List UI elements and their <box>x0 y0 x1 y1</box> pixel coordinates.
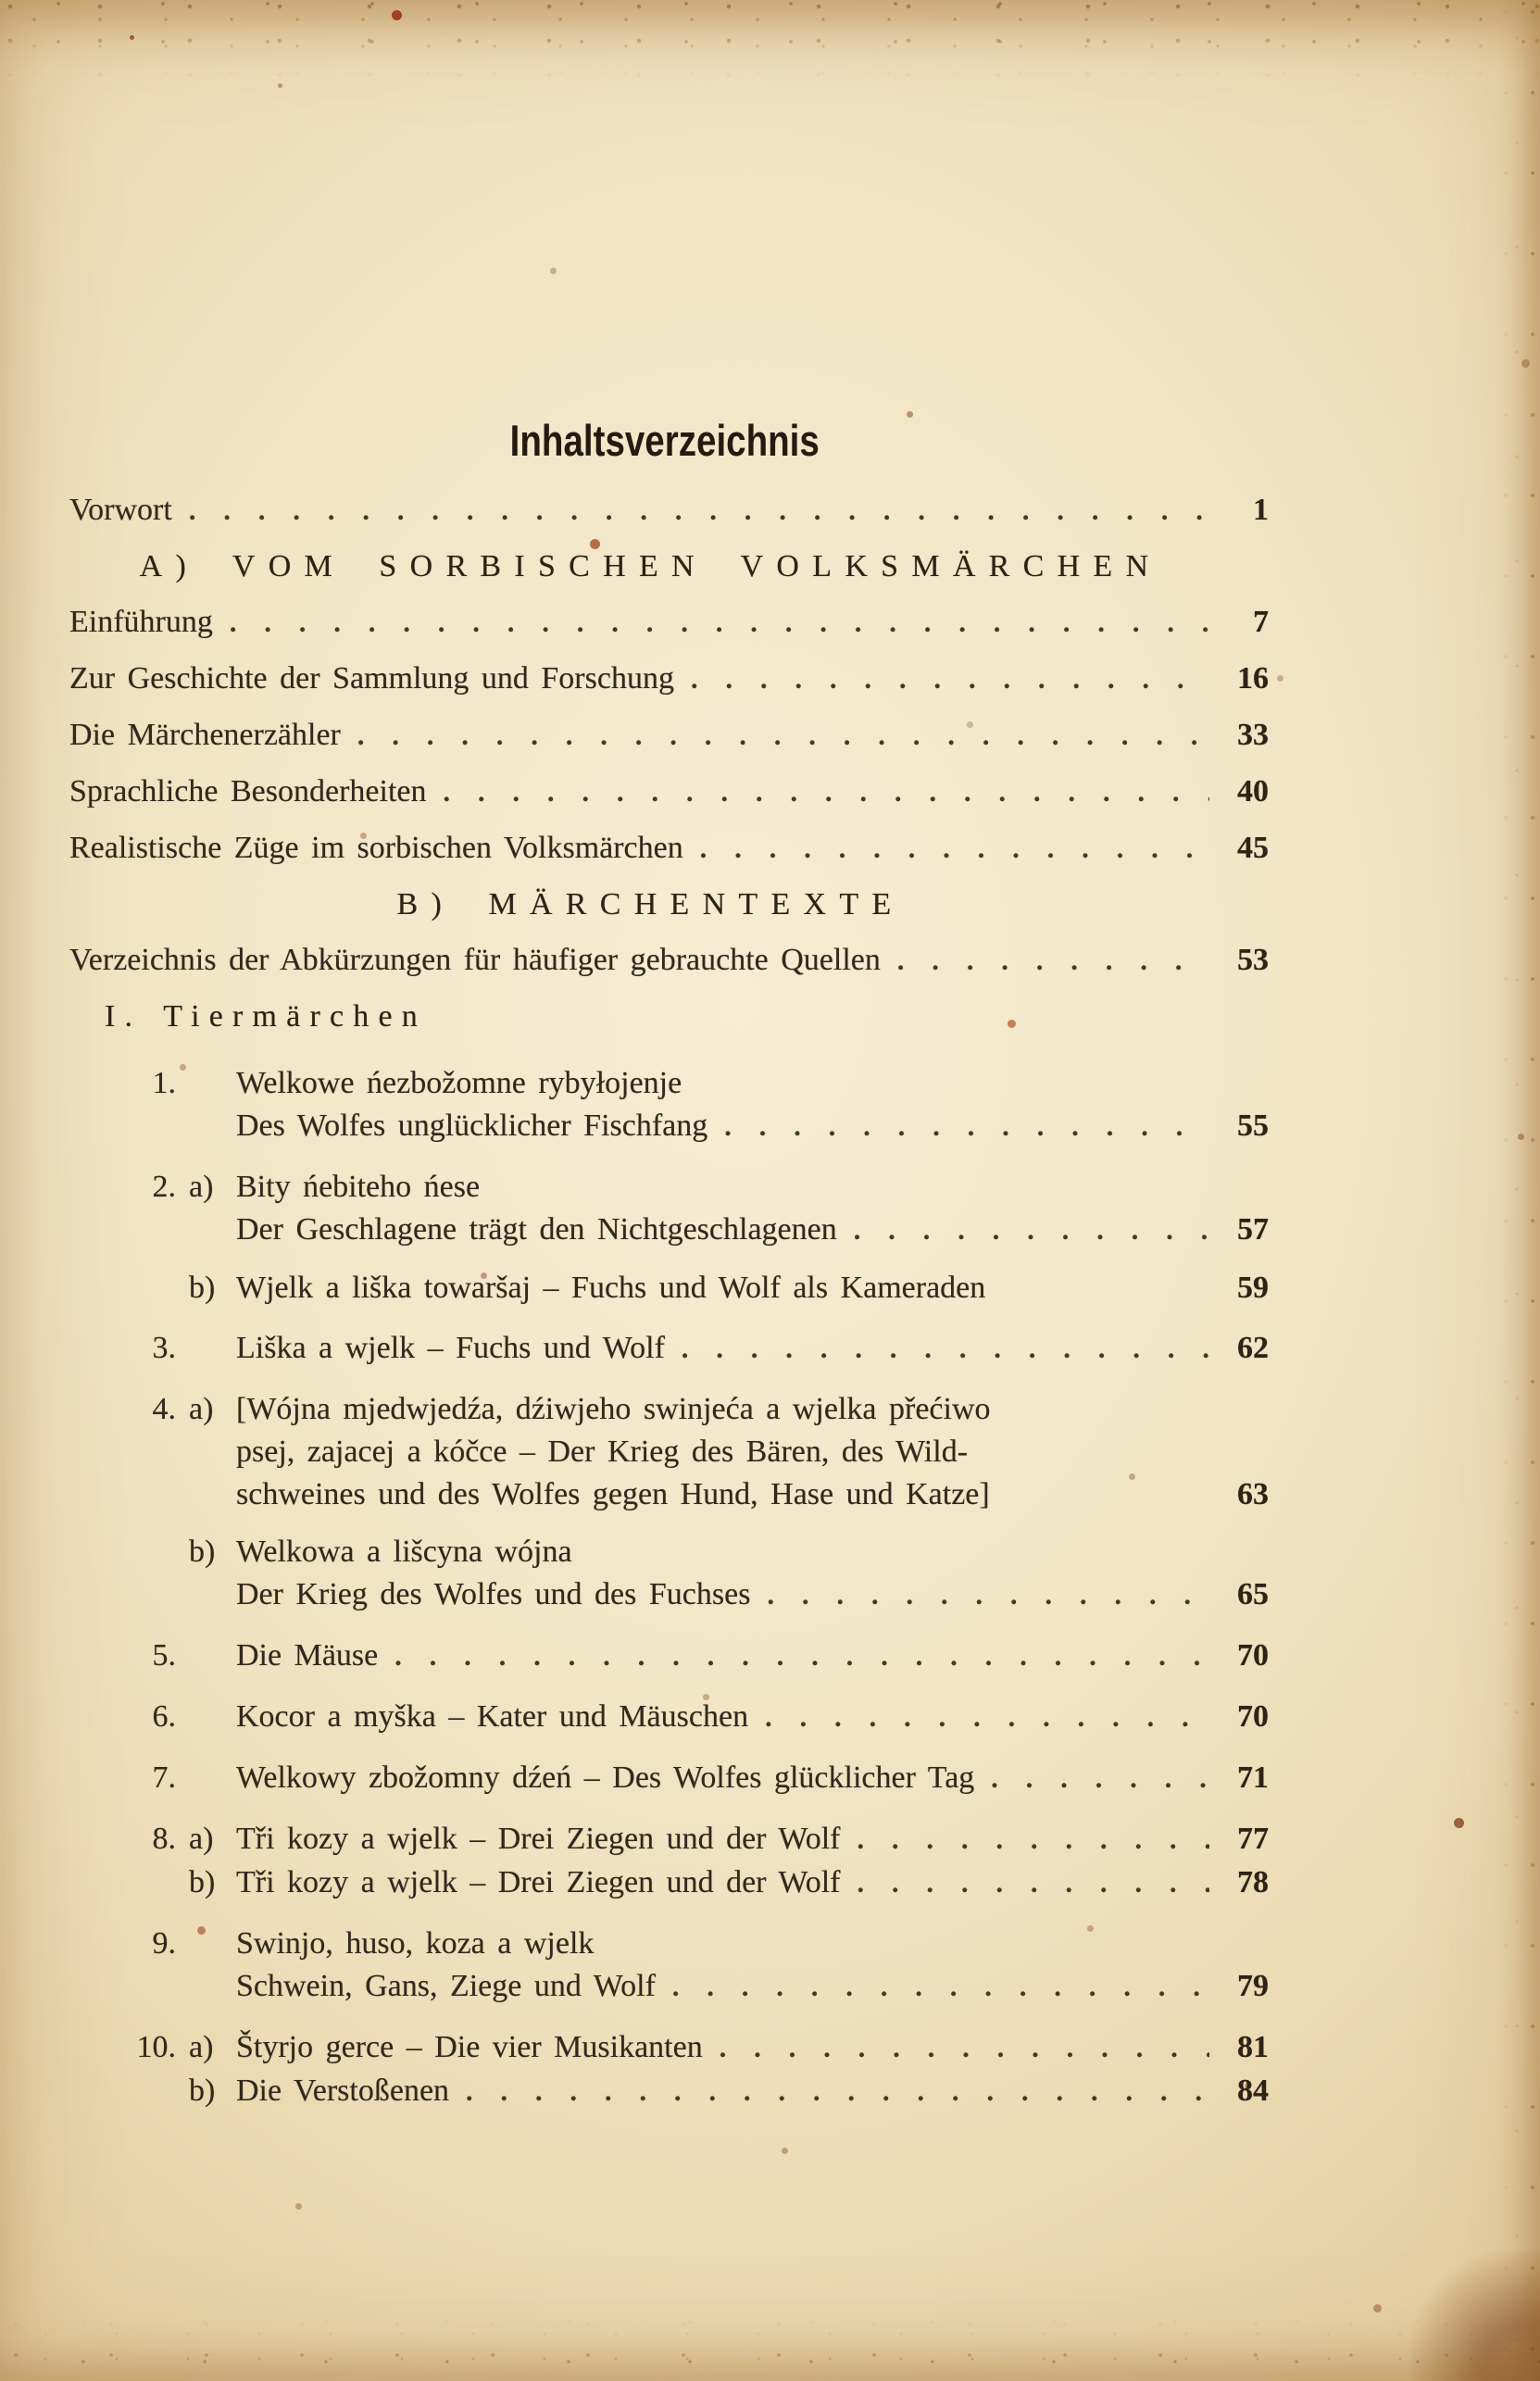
dot-leader <box>750 1573 1209 1617</box>
toc-item <box>69 1166 1269 1310</box>
page-title-text: Inhaltsverzeichnis <box>509 416 820 465</box>
item-text: Die Verstoßenen <box>236 2074 450 2108</box>
item-text: Der Geschlagene trägt den Nichtgeschlagenen <box>236 1212 837 1247</box>
item-number: 2. <box>152 1170 176 1204</box>
item-submarker: b) <box>189 1865 216 1899</box>
item-number: 5. <box>152 1638 176 1673</box>
toc-item-variant <box>69 1327 1269 1371</box>
item-number: 10. <box>136 2030 176 2064</box>
section-heading: B) MÄRCHENTEXTE <box>396 887 905 921</box>
item-number: 1. <box>152 1066 176 1100</box>
item-text: Die Mäuse <box>236 1638 379 1673</box>
item-line <box>236 1062 1269 1105</box>
table-of-contents <box>69 495 1269 2131</box>
item-text: Schwein, Gans, Ziege und Wolf <box>236 1969 656 2003</box>
page-number: 62 <box>1237 1331 1269 1365</box>
item-lines <box>236 2070 1269 2113</box>
page-number: 53 <box>1237 943 1269 977</box>
item-lines <box>236 2026 1269 2070</box>
item-text: Welkowy zbožomny dźeń – Des Wolfes glücklicher Tag <box>236 1761 975 1795</box>
toc-item <box>69 1757 1269 1800</box>
item-lines <box>236 1327 1269 1371</box>
item-lines <box>236 1923 1269 2009</box>
entry-label: Vorwort <box>69 493 172 527</box>
toc-item-variant <box>69 2026 1269 2070</box>
item-number: 8. <box>152 1822 176 1856</box>
toc-entry <box>69 833 1269 865</box>
page-number: 65 <box>1237 1577 1269 1611</box>
item-text: [Wójna mjedwjedźa, dźiwjeho swinjeća a wjelka přećiwo <box>236 1392 991 1426</box>
toc-entry <box>69 663 1269 696</box>
dot-leader <box>341 720 1209 752</box>
page-number: 70 <box>1237 1638 1269 1673</box>
item-text: Bity ńebiteho ńese <box>236 1170 481 1204</box>
item-lines <box>236 1267 1269 1310</box>
item-lines <box>236 1531 1269 1617</box>
page-number: 1 <box>1253 493 1269 527</box>
entry-label: Einführung <box>69 605 213 639</box>
dot-leader <box>665 1327 1209 1371</box>
toc-item-variant <box>69 1696 1269 1739</box>
item-submarker: a) <box>189 1170 214 1204</box>
item-lines <box>236 1166 1269 1252</box>
dot-leader <box>974 1757 1209 1800</box>
entry-label: Verzeichnis der Abkürzungen für häufiger gebrauchte Quellen <box>69 943 881 977</box>
item-line <box>236 1473 1269 1516</box>
item-line <box>236 1573 1269 1617</box>
dot-leader <box>748 1696 1209 1739</box>
toc-entry <box>69 945 1269 977</box>
toc-item <box>69 2026 1269 2113</box>
page-number: 71 <box>1237 1761 1269 1795</box>
item-text: Des Wolfes unglücklicher Fischfang <box>236 1109 708 1143</box>
item-line <box>236 1635 1269 1678</box>
item-line <box>236 1757 1269 1800</box>
item-lines <box>236 1696 1269 1739</box>
toc-entry <box>69 607 1269 639</box>
dot-leader <box>841 1818 1209 1861</box>
toc-item-variant <box>69 1062 1269 1148</box>
dot-leader <box>426 776 1209 808</box>
item-line <box>236 1209 1269 1252</box>
dot-leader <box>837 1209 1209 1252</box>
paper-foxing-top <box>0 0 1540 81</box>
page-number: 77 <box>1237 1822 1269 1856</box>
item-lines <box>236 1062 1269 1148</box>
entry-label: Die Märchenerzähler <box>69 718 341 752</box>
page-number: 55 <box>1237 1109 1269 1143</box>
item-text: Welkowe ńezbožomne rybyłojenje <box>236 1066 682 1100</box>
item-text: Liška a wjelk – Fuchs und Wolf <box>236 1331 665 1365</box>
subsection-heading: I. Tiermärchen <box>105 999 427 1034</box>
item-submarker: a) <box>189 1392 214 1426</box>
toc-item-variant <box>69 1861 1269 1905</box>
item-text: Tři kozy a wjelk – Drei Ziegen und der Wolf <box>236 1822 841 1856</box>
item-number: 9. <box>152 1926 176 1961</box>
item-line <box>236 1431 1269 1473</box>
toc-item-variant <box>69 1267 1269 1310</box>
item-line <box>236 1923 1269 1965</box>
toc-item <box>69 1388 1269 1617</box>
toc-item <box>69 1696 1269 1739</box>
toc-item-variant <box>69 2070 1269 2113</box>
item-text: Štyrjo gerce – Die vier Musikanten <box>236 2030 703 2064</box>
item-number: 7. <box>152 1761 176 1795</box>
item-line <box>236 1105 1269 1148</box>
page-number: 79 <box>1237 1969 1269 2003</box>
section-heading: A) VOM SORBISCHEN VOLKSMÄRCHEN <box>139 549 1162 583</box>
dot-leader <box>172 495 1209 527</box>
page-number: 81 <box>1237 2030 1269 2064</box>
toc-item-variant <box>69 1923 1269 2009</box>
toc-entry <box>69 720 1269 752</box>
dot-leader <box>656 1965 1209 2009</box>
paper-stain-corner <box>1410 2251 1540 2381</box>
dot-leader <box>881 945 1209 977</box>
toc-entry <box>69 776 1269 808</box>
item-line <box>236 1166 1269 1209</box>
item-line <box>236 1531 1269 1573</box>
paper-foxing-bottom <box>0 2316 1540 2381</box>
page-number: 7 <box>1253 605 1269 639</box>
toc-item <box>69 1327 1269 1371</box>
item-submarker: a) <box>189 2030 214 2064</box>
toc-item <box>69 1818 1269 1905</box>
item-number: 4. <box>152 1392 176 1426</box>
page-number: 57 <box>1237 1212 1269 1247</box>
toc-item-variant <box>69 1757 1269 1800</box>
entry-label: Zur Geschichte der Sammlung und Forschung <box>69 661 674 696</box>
item-submarker: a) <box>189 1822 214 1856</box>
dot-leader <box>449 2070 1209 2113</box>
item-number: 3. <box>152 1331 176 1365</box>
item-line <box>236 1267 1269 1310</box>
toc-item-variant <box>69 1166 1269 1252</box>
item-line <box>236 2026 1269 2070</box>
dot-leader <box>674 663 1209 696</box>
item-lines <box>236 1757 1269 1800</box>
item-submarker: b) <box>189 1535 216 1569</box>
item-text: schweines und des Wolfes gegen Hund, Hase und Katze] <box>236 1477 990 1511</box>
item-text: Swinjo, huso, koza a wjelk <box>236 1926 595 1961</box>
item-text: Wjelk a liška towaršaj – Fuchs und Wolf als Kameraden <box>236 1271 986 1305</box>
dot-leader <box>378 1635 1209 1678</box>
paper-specks <box>130 35 134 40</box>
page-number: 40 <box>1237 774 1269 808</box>
item-text: Welkowa a lišcyna wójna <box>236 1535 572 1569</box>
item-lines <box>236 1861 1269 1905</box>
item-lines <box>236 1818 1269 1861</box>
toc-item-variant <box>69 1635 1269 1678</box>
dot-leader <box>707 1105 1209 1148</box>
paper-foxing-right <box>1497 0 1540 2381</box>
item-text: Der Krieg des Wolfes und des Fuchses <box>236 1577 751 1611</box>
page-title <box>0 415 1329 466</box>
item-line <box>236 2070 1269 2113</box>
page-number: 70 <box>1237 1699 1269 1734</box>
dot-leader <box>683 833 1209 865</box>
dot-leader <box>703 2026 1209 2070</box>
item-line <box>236 1818 1269 1861</box>
item-submarker: b) <box>189 1271 216 1305</box>
item-submarker: b) <box>189 2074 216 2108</box>
entry-label: Realistische Züge im sorbischen Volksmärchen <box>69 831 683 865</box>
item-text: Kocor a myška – Kater und Mäuschen <box>236 1699 749 1734</box>
page-number: 45 <box>1237 831 1269 865</box>
item-line <box>236 1861 1269 1905</box>
page-number: 63 <box>1237 1477 1269 1511</box>
item-line <box>236 1327 1269 1371</box>
page-number: 84 <box>1237 2074 1269 2108</box>
toc-item <box>69 1635 1269 1678</box>
item-number: 6. <box>152 1699 176 1734</box>
page-number: 59 <box>1237 1271 1269 1305</box>
item-line <box>236 1696 1269 1739</box>
page-number: 78 <box>1237 1865 1269 1899</box>
dot-leader <box>213 607 1209 639</box>
toc-item <box>69 1062 1269 1148</box>
item-line <box>236 1388 1269 1431</box>
item-lines <box>236 1635 1269 1678</box>
toc-item-variant <box>69 1388 1269 1516</box>
page-number: 16 <box>1237 661 1269 696</box>
item-line <box>236 1965 1269 2009</box>
item-lines <box>236 1388 1269 1516</box>
entry-label: Sprachliche Besonderheiten <box>69 774 427 808</box>
dot-leader <box>841 1861 1209 1905</box>
item-text: psej, zajacej a kóčce – Der Krieg des Bären, des Wild- <box>236 1435 969 1469</box>
toc-item-variant <box>69 1818 1269 1861</box>
toc-item-variant <box>69 1531 1269 1617</box>
page-number: 33 <box>1237 718 1269 752</box>
item-text: Tři kozy a wjelk – Drei Ziegen und der Wolf <box>236 1865 841 1899</box>
toc-item <box>69 1923 1269 2009</box>
toc-entry <box>69 495 1269 527</box>
